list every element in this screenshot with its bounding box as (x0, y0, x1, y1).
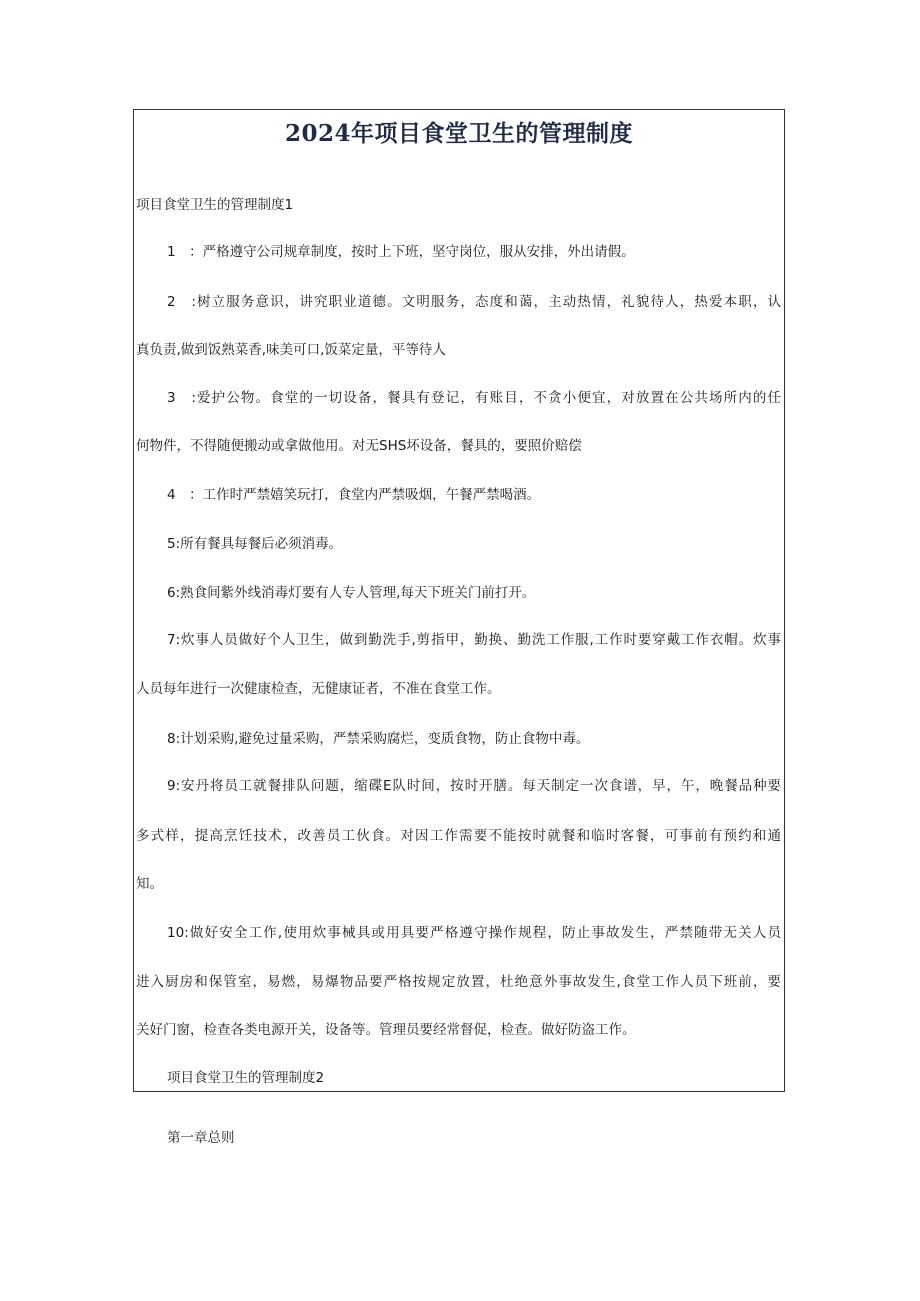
chapter1-heading: 第一章总则 (167, 1130, 235, 1146)
rule-item-7-line-1: 7:炊事人员做好个人卫生，做到勤洗手,剪指甲，勤换、勤洗工作服,工作时要穿戴工作衣帽。炊事 (167, 632, 781, 648)
rule-item-9-line-3: 知。 (136, 876, 163, 892)
rule-item-2-line-2: 真负责,做到饭熟菜香,味美可口,饭菜定量，平等待人 (136, 342, 446, 358)
rule-item-10-line-2: 进入厨房和保管室，易燃，易爆物品要严格按规定放置，杜绝意外事故发生,食堂工作人员下班前，要 (136, 974, 781, 990)
rule-item-5: 5:所有餐具每餐后必须消毒。 (167, 536, 343, 552)
section2-heading: 项目食堂卫生的管理制度2 (167, 1070, 325, 1086)
rule-item-1: 1 ：严格遵守公司规章制度，按时上下班，坚守岗位，服从安排，外出请假。 (167, 244, 635, 260)
rule-item-2-line-1: 2 :树立服务意识，讲究职业道德。文明服务，态度和蔼，主动热情，礼貌待人，热爱本职，认 (167, 294, 781, 310)
rule-item-9-line-2: 多式样，提高烹饪技术，改善员工伙食。对因工作需要不能按时就餐和临时客餐，可事前有预约和通 (136, 828, 781, 844)
rule-item-8: 8:计划采购,避免过量采购，严禁采购腐烂，变质食物，防止食物中毒。 (167, 731, 590, 747)
rule-item-4: 4 ：工作时严禁嬉笑玩打，食堂内严禁吸烟，午餐严禁喝酒。 (167, 487, 541, 503)
section1-heading: 项目食堂卫生的管理制度1 (136, 197, 294, 213)
rule-item-10-line-1: 10:做好安全工作,使用炊事械具或用具要严格遵守操作规程，防止事故发生，严禁随带无关人员 (167, 925, 781, 941)
rule-item-6: 6:熟食间紫外线消毒灯要有人专人管理,每天下班关门前打开。 (167, 585, 536, 601)
rule-item-7-line-2: 人员每年进行一次健康检查，无健康证者，不准在食堂工作。 (136, 681, 501, 697)
rule-item-3-line-1: 3 :爱护公物。食堂的一切设备，餐具有登记，有账目，不贪小便宜，对放置在公共场所内的任 (167, 390, 781, 406)
rule-item-9-line-1: 9:安丹将员工就餐排队问题，缩碟E队时间，按时开膳。每天制定一次食谱，早，午，晚餐品种要 (167, 778, 781, 794)
rule-item-10-line-3: 关好门窗，检查各类电源开关，设备等。管理员要经常督促，检查。做好防盗工作。 (136, 1022, 636, 1038)
document-title: 2024年项目食堂卫生的管理制度 (284, 120, 633, 147)
rule-item-3-line-2: 何物件，不得随便搬动或拿做他用。对无SHS坏设备，餐具的，要照价赔偿 (136, 438, 582, 454)
